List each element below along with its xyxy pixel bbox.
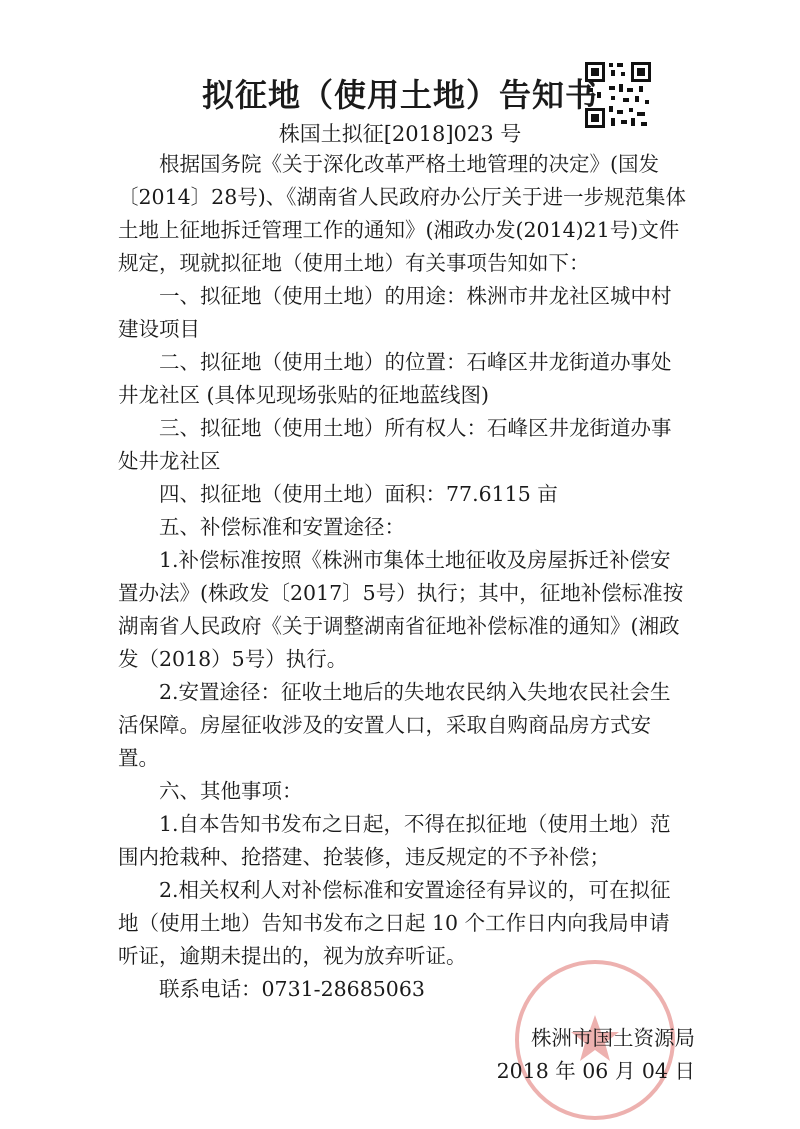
- item-compensation-heading: 五、补偿标准和安置途径：: [159, 515, 405, 539]
- item-compensation-standard: 1.补偿标准按照《株洲市集体土地征收及房屋拆迁补偿安置办法》(株政发〔2017〕5号）执行；其中，征地补偿标准按湖南省人民政府《关于调整湖南省征地补偿标准的通知》(湘政发（2018）5号）执行。: [118, 548, 684, 671]
- signature-block: [495, 1022, 695, 1088]
- item-area: 四、拟征地（使用土地）面积：77.6115 亩: [159, 482, 558, 506]
- intro-paragraph: 根据国务院《关于深化改革严格土地管理的决定》(国发〔2014〕28号)、《湖南省人民政府办公厅关于进一步规范集体土地上征地拆迁管理工作的通知》(湘政办发(2014)21号)文件规定，现就拟征地（使用土地）有关事项告知如下：: [118, 152, 687, 275]
- issuer-name: 株洲市国土资源局: [531, 1026, 695, 1050]
- item-resettlement: 2.安置途径：征收土地后的失地农民纳入失地农民社会生活保障。房屋征收涉及的安置人口，采取自购商品房方式安置。: [118, 680, 671, 770]
- item-other-2: 2.相关权利人对补偿标准和安置途径有异议的，可在拟征地（使用土地）告知书发布之日起 10 个工作日内向我局申请听证，逾期未提出的，视为放弃听证。: [118, 878, 671, 968]
- item-other-heading: 六、其他事项：: [159, 779, 303, 803]
- contact-phone: 联系电话：0731-28685063: [159, 977, 425, 1001]
- document-body: [118, 148, 688, 1006]
- document-number: 株国土拟征[2018]023 号: [278, 122, 522, 146]
- item-purpose: 一、拟征地（使用土地）的用途：株洲市井龙社区城中村建设项目: [118, 284, 672, 341]
- item-other-1: 1.自本告知书发布之日起，不得在拟征地（使用土地）范围内抢栽种、抢搭建、抢装修，违反规定的不予补偿；: [118, 812, 671, 869]
- document-title: 拟征地（使用土地）告知书: [201, 76, 598, 114]
- item-owner: 三、拟征地（使用土地）所有权人：石峰区井龙街道办事处井龙社区: [118, 416, 672, 473]
- item-location: 二、拟征地（使用土地）的位置：石峰区井龙街道办事处井龙社区 (具体见现场张贴的征地蓝线图): [118, 350, 672, 407]
- issue-date: 2018 年 06 月 04 日: [496, 1059, 695, 1083]
